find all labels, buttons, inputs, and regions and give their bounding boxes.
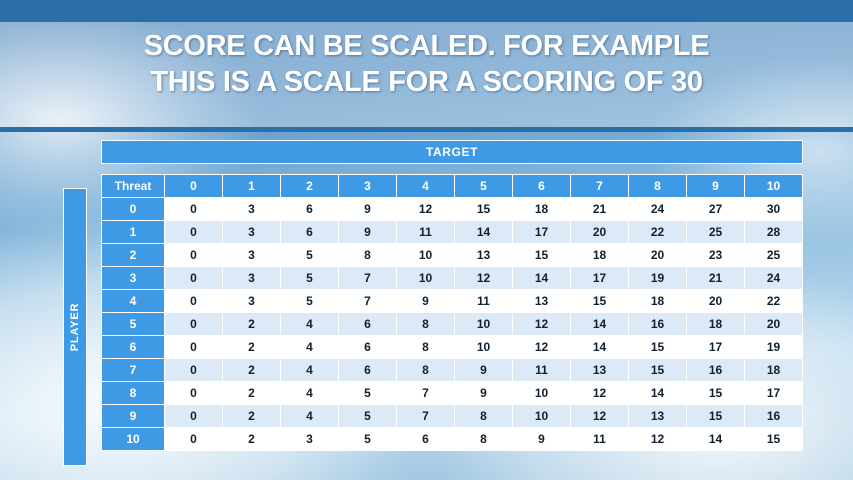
table-cell: 27 [687,198,745,221]
column-header: 3 [339,175,397,198]
table-cell: 17 [513,221,571,244]
table-cell: 10 [397,267,455,290]
table-cell: 20 [629,244,687,267]
table-cell: 3 [223,198,281,221]
player-axis-label-text: PLAYER [69,302,82,352]
table-cell: 5 [281,267,339,290]
table-row [102,198,803,221]
table-row [102,382,803,405]
table-cell: 9 [397,290,455,313]
table-cell: 30 [745,198,803,221]
table-cell: 7 [339,290,397,313]
table-cell: 4 [281,336,339,359]
column-header: 0 [165,175,223,198]
table-cell: 12 [571,405,629,428]
table-cell: 12 [455,267,513,290]
table-cell: 15 [513,244,571,267]
table-cell: 15 [629,336,687,359]
table-cell: 8 [397,313,455,336]
table-cell: 0 [165,336,223,359]
table-row [102,290,803,313]
table-cell: 11 [513,359,571,382]
table-cell: 8 [339,244,397,267]
table-cell: 5 [281,244,339,267]
table-cell: 14 [571,313,629,336]
table-cell: 11 [455,290,513,313]
table-cell: 4 [281,382,339,405]
title-underline-band [0,127,853,132]
table-cell: 17 [571,267,629,290]
table-cell: 0 [165,405,223,428]
target-axis-label [101,140,803,164]
row-header: 1 [102,221,165,244]
table-cell: 20 [745,313,803,336]
table-cell: 3 [281,428,339,451]
table-cell: 13 [571,359,629,382]
top-accent-band [0,0,853,22]
target-axis-label-text: TARGET [425,145,479,159]
table-cell: 4 [281,313,339,336]
row-header: 0 [102,198,165,221]
table-cell: 25 [745,244,803,267]
table-row [102,244,803,267]
table-cell: 6 [339,313,397,336]
column-header: 7 [571,175,629,198]
table-cell: 10 [513,405,571,428]
row-header: 7 [102,359,165,382]
table-cell: 8 [397,359,455,382]
table-header [102,175,803,198]
table-cell: 16 [687,359,745,382]
table-cell: 3 [223,221,281,244]
column-header: 6 [513,175,571,198]
row-header: 3 [102,267,165,290]
table-cell: 6 [281,221,339,244]
score-scale-table [101,174,803,451]
table-cell: 5 [339,428,397,451]
player-axis-label [63,188,87,466]
row-header: 4 [102,290,165,313]
table-cell: 14 [455,221,513,244]
table-body [102,198,803,451]
column-header: 9 [687,175,745,198]
table-cell: 21 [687,267,745,290]
table-cell: 13 [629,405,687,428]
table-header-row [102,175,803,198]
table-cell: 22 [629,221,687,244]
table-cell: 12 [513,313,571,336]
table-cell: 0 [165,244,223,267]
table-cell: 5 [339,405,397,428]
table-row [102,359,803,382]
row-header: 8 [102,382,165,405]
table-cell: 21 [571,198,629,221]
table-cell: 20 [687,290,745,313]
table-cell: 2 [223,428,281,451]
table-cell: 12 [629,428,687,451]
page-title [0,28,853,100]
table-cell: 15 [687,382,745,405]
table-cell: 6 [281,198,339,221]
table-cell: 0 [165,382,223,405]
table-cell: 6 [339,359,397,382]
column-header: 5 [455,175,513,198]
table-cell: 15 [629,359,687,382]
table-cell: 3 [223,244,281,267]
table-cell: 13 [455,244,513,267]
table-cell: 10 [455,313,513,336]
table-cell: 2 [223,405,281,428]
table-cell: 8 [455,428,513,451]
column-header: 2 [281,175,339,198]
column-header: 8 [629,175,687,198]
table-cell: 3 [223,290,281,313]
table-row [102,428,803,451]
table-cell: 10 [513,382,571,405]
table-cell: 16 [745,405,803,428]
table-row [102,221,803,244]
table-cell: 2 [223,313,281,336]
row-header: 5 [102,313,165,336]
table-cell: 11 [397,221,455,244]
table-cell: 14 [513,267,571,290]
table-cell: 20 [571,221,629,244]
page-title-line-2: THIS IS A SCALE FOR A SCORING OF 30 [150,66,703,98]
table-cell: 10 [455,336,513,359]
table-cell: 0 [165,428,223,451]
table-cell: 15 [745,428,803,451]
table-cell: 12 [513,336,571,359]
table-cell: 2 [223,359,281,382]
table-cell: 4 [281,359,339,382]
table-cell: 3 [223,267,281,290]
table-cell: 18 [687,313,745,336]
table-cell: 18 [571,244,629,267]
table-cell: 17 [745,382,803,405]
table-cell: 12 [397,198,455,221]
table-cell: 2 [223,336,281,359]
page-title-line-1: SCORE CAN BE SCALED. FOR EXAMPLE [143,30,710,62]
table-cell: 15 [455,198,513,221]
table-cell: 10 [397,244,455,267]
column-header: 10 [745,175,803,198]
table-row [102,313,803,336]
table-cell: 0 [165,221,223,244]
table-cell: 5 [339,382,397,405]
table-cell: 19 [745,336,803,359]
table-cell: 9 [513,428,571,451]
table-cell: 14 [571,336,629,359]
table-cell: 6 [339,336,397,359]
table-cell: 15 [571,290,629,313]
table-cell: 0 [165,267,223,290]
table-cell: 24 [629,198,687,221]
row-header: 2 [102,244,165,267]
table-cell: 4 [281,405,339,428]
table-cell: 25 [687,221,745,244]
table-cell: 19 [629,267,687,290]
table-cell: 22 [745,290,803,313]
table-cell: 14 [629,382,687,405]
table-cell: 23 [687,244,745,267]
table-cell: 9 [455,382,513,405]
table-cell: 0 [165,313,223,336]
table-cell: 8 [397,336,455,359]
table-cell: 13 [513,290,571,313]
table-cell: 0 [165,290,223,313]
table-cell: 5 [281,290,339,313]
table-cell: 17 [687,336,745,359]
table-cell: 14 [687,428,745,451]
table-cell: 9 [455,359,513,382]
table-cell: 18 [745,359,803,382]
column-header: 1 [223,175,281,198]
table-row [102,336,803,359]
row-header: 9 [102,405,165,428]
table-cell: 12 [571,382,629,405]
table-row [102,405,803,428]
table-cell: 18 [513,198,571,221]
table-cell: 8 [455,405,513,428]
table-cell: 0 [165,198,223,221]
table-cell: 7 [397,382,455,405]
table-cell: 9 [339,198,397,221]
table-cell: 6 [397,428,455,451]
table-row [102,267,803,290]
table-cell: 2 [223,382,281,405]
table-cell: 18 [629,290,687,313]
table-cell: 16 [629,313,687,336]
table-cell: 7 [339,267,397,290]
table-cell: 0 [165,359,223,382]
row-header: 10 [102,428,165,451]
table-corner-header: Threat [102,175,165,198]
table-cell: 24 [745,267,803,290]
table-cell: 7 [397,405,455,428]
column-header: 4 [397,175,455,198]
table-cell: 9 [339,221,397,244]
table-cell: 28 [745,221,803,244]
table-cell: 15 [687,405,745,428]
row-header: 6 [102,336,165,359]
table-cell: 11 [571,428,629,451]
